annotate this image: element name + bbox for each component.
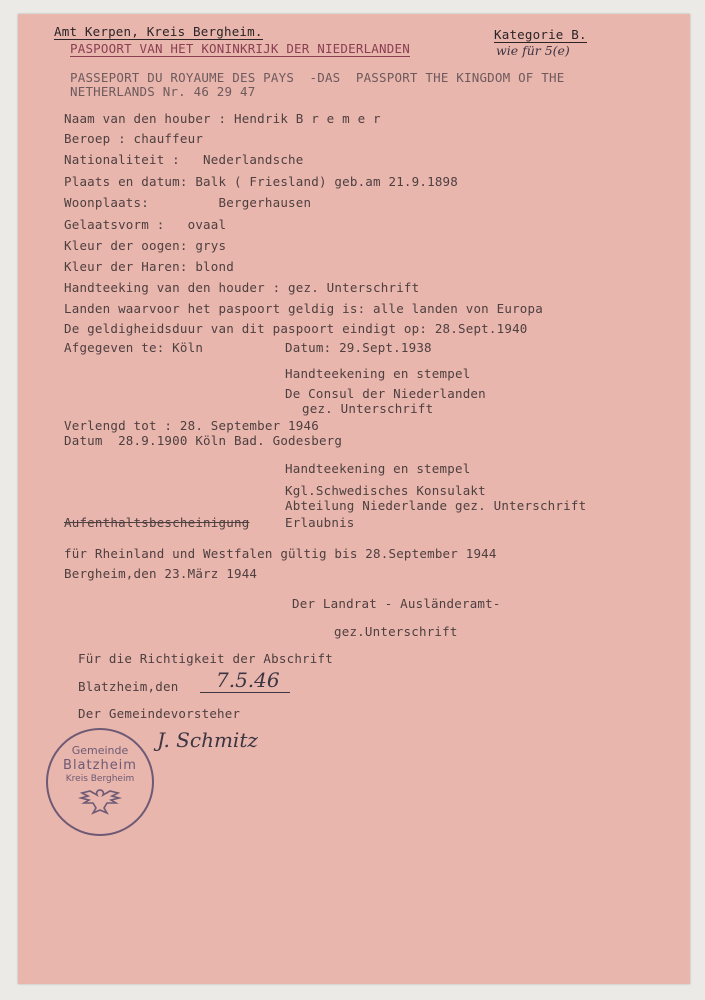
residence-permit-label [64, 515, 249, 530]
stamp-line-3: Kreis Bergheim [65, 774, 135, 784]
passport-number: NETHERLANDS Nr. 46 29 47 [70, 84, 256, 99]
category-label: Kategorie B. [494, 27, 587, 42]
category-handwritten-note: wie für 5(e) [496, 43, 570, 58]
stamp-line-2: Blatzheim [63, 758, 137, 773]
municipal-stamp [46, 728, 154, 836]
mayor-title: Der Gemeindevorsteher [78, 706, 241, 721]
eye-color: Kleur der oogen: grys [64, 238, 227, 253]
certification-date-handwritten: 7.5.46 [200, 668, 290, 693]
stamp-line-1: Gemeinde [71, 744, 129, 757]
document-title-multilingual: PASSEPORT DU ROYAUME DES PAYS -DAS PASSPORT THE KINGDOM OF THE [70, 70, 565, 85]
eagle-icon [78, 786, 122, 816]
residence-permit: Erlaubnis [285, 515, 355, 530]
issued-date: Datum: 29.Sept.1938 [285, 340, 432, 355]
office-header: Amt Kerpen, Kreis Bergheim. [54, 24, 263, 39]
residence-permit-struck: Aufenthaltsbescheinigung [64, 515, 250, 530]
face-shape: Gelaatsvorm : ovaal [64, 217, 227, 232]
validity-date: De geldigheidsduur van dit paspoort eindigt op: 28.Sept.1940 [64, 321, 528, 336]
valid-countries: Landen waarvoor het paspoort geldig is: alle landen von Europa [64, 301, 543, 316]
mayor-signature-handwritten: J. Schmitz [157, 728, 258, 752]
extension-date-place: Datum 28.9.1900 Köln Bad. Godesberg [64, 433, 343, 448]
holder-signature: Handteeking van den houder : gez. Unterschrift [64, 280, 420, 295]
document-title-dutch: PASPOORT VAN HET KONINKRIJK DER NIEDERLANDEN [70, 41, 410, 56]
consul-title: De Consul der Niederlanden [285, 386, 486, 401]
swedish-signature-label: Handteekening en stempel [285, 461, 471, 476]
permit-place-date: Bergheim,den 23.März 1944 [64, 566, 258, 581]
profession: Beroep : chauffeur [64, 131, 204, 146]
certification-place: Blatzheim,den [78, 679, 179, 694]
swedish-consulate: Kgl.Schwedisches Konsulakt [285, 483, 486, 498]
consul-signature-label: Handteekening en stempel [285, 366, 471, 381]
hair-color: Kleur der Haren: blond [64, 259, 234, 274]
certification-statement: Für die Richtigkeit der Abschrift [78, 651, 333, 666]
permit-scope: für Rheinland und Westfalen gültig bis 28.September 1944 [64, 546, 497, 561]
holder-name: Naam van den houber : Hendrik B r e m e r [64, 111, 381, 126]
swedish-department: Abteilung Niederlande gez. Unterschrift [285, 498, 587, 513]
birth-place-date: Plaats en datum: Balk ( Friesland) geb.am 21.9.1898 [64, 174, 459, 189]
landrat-signature: gez.Unterschrift [334, 624, 458, 639]
landrat-title: Der Landrat - Ausländeramt- [292, 596, 501, 611]
extended-until: Verlengd tot : 28. September 1946 [64, 418, 319, 433]
nationality: Nationaliteit : Nederlandsche [64, 152, 304, 167]
issued-at: Afgegeven te: Köln [64, 340, 204, 355]
residence: Woonplaats: Bergerhausen [64, 195, 312, 210]
consul-signature: gez. Unterschrift [302, 401, 434, 416]
